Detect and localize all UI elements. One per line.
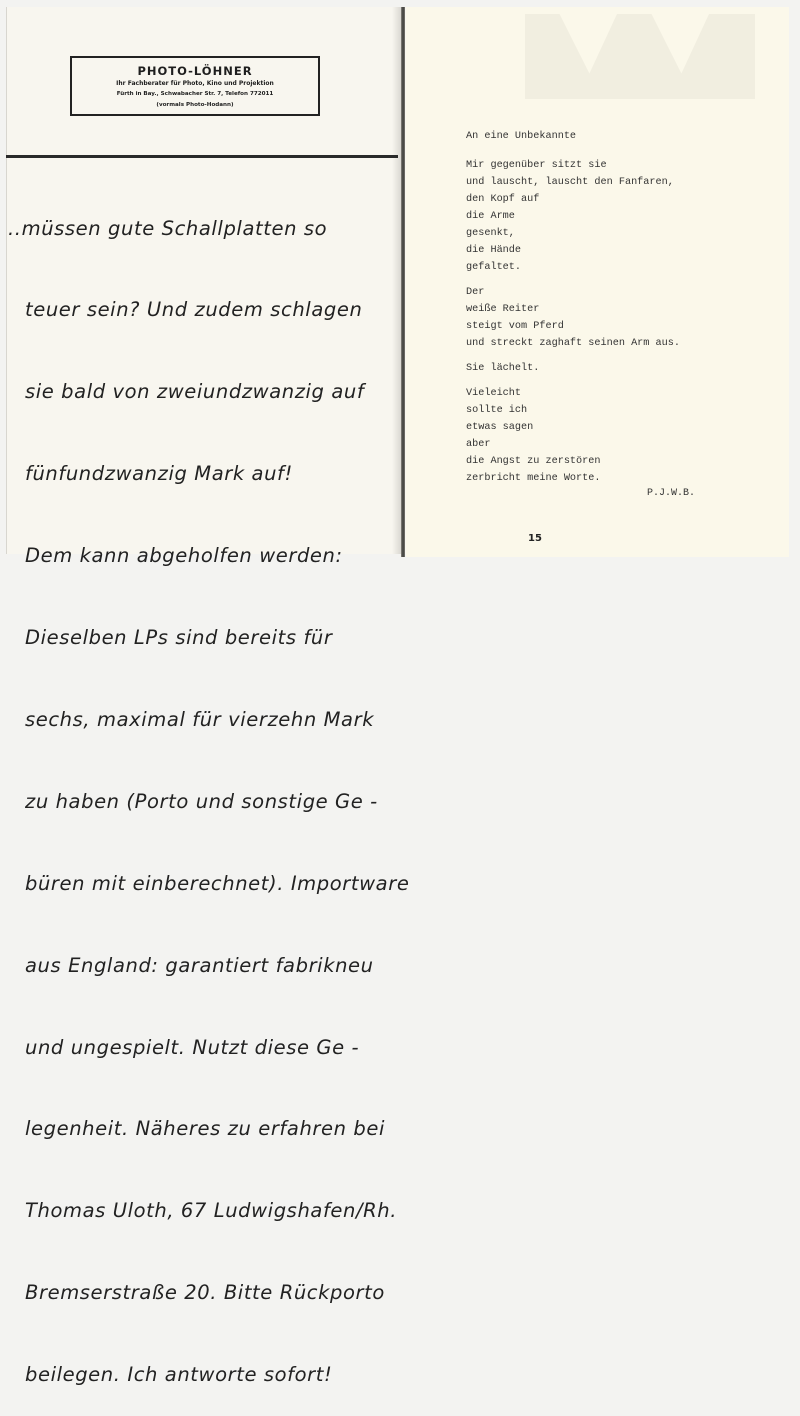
poem-line: Mir gegenüber sitzt sie (466, 160, 607, 171)
poem-line: gesenkt, (466, 228, 515, 239)
poem-line: die Hände (466, 245, 522, 256)
ad-line: sechs, maximal für vierzehn Mark (25, 707, 375, 731)
poem-stanza (466, 360, 680, 377)
poem-line: steigt vom Pferd (466, 321, 564, 332)
poem-line: gefaltet. (466, 262, 522, 273)
poem-signature: P.J.W.B. (647, 488, 696, 499)
ad-tagline: Ihr Fachberater für Photo, Kino und Projektion (116, 80, 274, 87)
poem-line: zerbricht meine Worte. (466, 473, 601, 484)
ad-line: Dem kann abgeholfen werden: (25, 544, 343, 568)
ad-line: Dieselben LPs sind bereits für (25, 626, 333, 650)
ad-line: aus England: garantiert fabrikneu (25, 953, 374, 977)
poem (466, 128, 680, 487)
poem-line: den Kopf auf (466, 194, 540, 205)
poem-line: die Angst zu zerstören (466, 456, 601, 467)
poem-line: aber (466, 439, 491, 450)
poem-line: etwas sagen (466, 422, 534, 433)
poem-line: Sie lächelt. (466, 363, 540, 374)
poem-line: weiße Reiter (466, 304, 540, 315)
poem-line: sollte ich (466, 405, 528, 416)
poem-title: An eine Unbekannte (466, 131, 577, 142)
ad-line: Thomas Uloth, 67 Ludwigshafen/Rh. (25, 1199, 398, 1223)
ad-line: teuer sein? Und zudem schlagen (25, 298, 363, 322)
ad-line: und ungespielt. Nutzt diese Ge - (25, 1035, 360, 1059)
ad-line: legenheit. Näheres zu erfahren bei (25, 1117, 385, 1141)
poem-line: und lauscht, lauscht den Fanfaren, (466, 177, 674, 188)
ad-line: sie bald von zweiundzwanzig auf (25, 380, 365, 404)
ad-former-name: (vormals Photo-Hodann) (156, 102, 234, 108)
ad-address: Fürth in Bay., Schwabacher Str. 7, Telefon 772011 (116, 91, 274, 97)
ad-line: fünfundzwanzig Mark auf! (25, 462, 293, 486)
photo-loehner-advertisement (70, 56, 320, 116)
classified-ad-text (8, 160, 410, 1416)
poem-stanza (466, 157, 680, 276)
poem-stanza (466, 284, 680, 352)
poem-line: Vieleicht (466, 388, 522, 399)
ad-line: zu haben (Porto und sonstige Ge - (25, 789, 378, 813)
ad-line: Bremserstraße 20. Bitte Rückporto (25, 1281, 385, 1305)
ad-line: beilegen. Ich antworte sofort! (25, 1363, 333, 1387)
page-number: 15 (528, 533, 542, 544)
ad-title: PHOTO-LÖHNER (137, 64, 253, 78)
bleed-through-graphic (525, 14, 755, 99)
poem-stanza (466, 385, 680, 487)
poem-line: die Arme (466, 211, 515, 222)
ad-line: büren mit einberechnet). Importware (25, 871, 410, 895)
poem-line: Der (466, 287, 485, 298)
ad-line: ..müssen gute Schallplatten so (8, 216, 328, 240)
poem-line: und streckt zaghaft seinen Arm aus. (466, 338, 680, 349)
horizontal-rule (6, 155, 398, 158)
